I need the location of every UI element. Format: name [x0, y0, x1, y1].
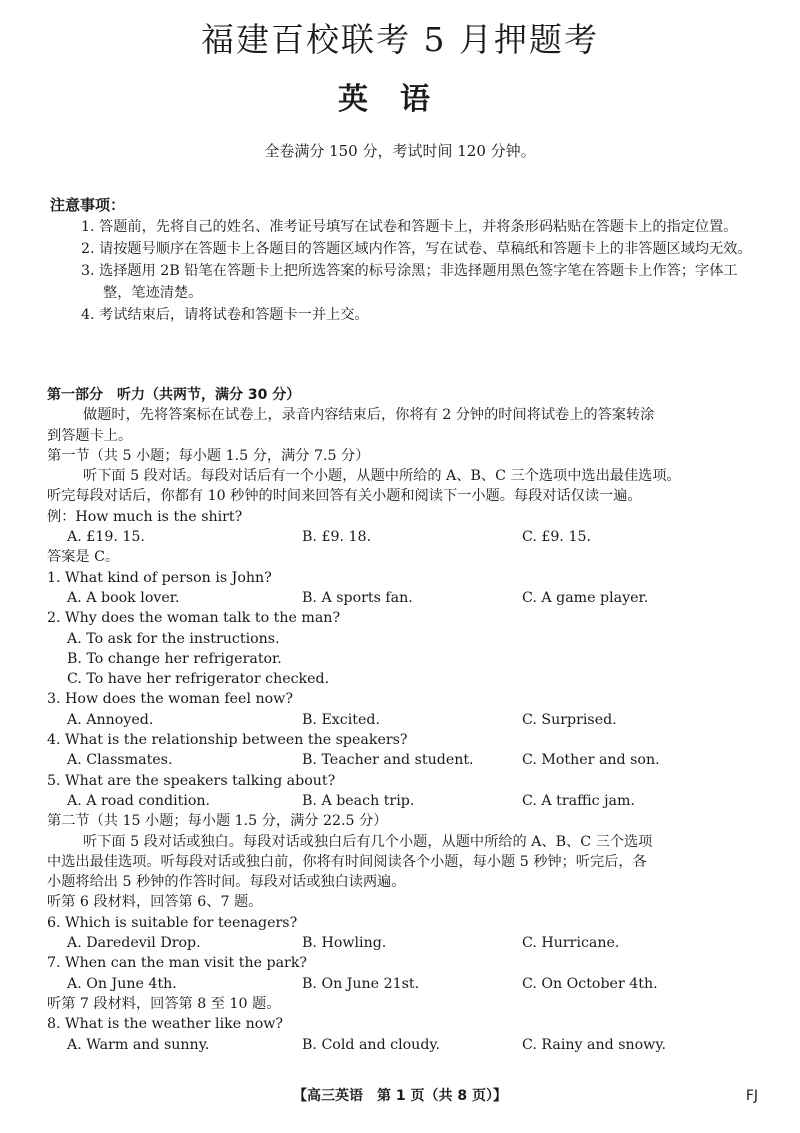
option-c: C. On October 4th.	[522, 975, 658, 992]
question-3-options	[47, 710, 759, 730]
option-a: A. To ask for the instructions.	[67, 630, 280, 647]
question-2: 2. Why does the woman talk to the man?	[47, 610, 341, 627]
option-b: B. Howling.	[302, 935, 387, 952]
notice-list	[81, 216, 761, 326]
notice-item: 3. 选择题用 2B 铅笔在答题卡上把所选答案的标号涂黑；非选择题用黑色签字笔在答题卡上作答；字体工整，笔迹清楚。	[81, 263, 738, 301]
option-a: A. Warm and sunny.	[67, 1036, 210, 1053]
option-c: C. Surprised.	[522, 711, 617, 728]
question-8: 8. What is the weather like now?	[47, 1016, 284, 1033]
material-7-heading: 听第 7 段材料，回答第 8 至 10 题。	[47, 995, 281, 1012]
question-6-options	[47, 933, 759, 953]
option-a: A. On June 4th.	[67, 975, 177, 992]
option-b: B. £9. 18.	[302, 529, 372, 546]
option-c: C. Rainy and snowy.	[522, 1036, 666, 1053]
question-3: 3. How does the woman feel now?	[47, 691, 293, 708]
option-c: C. To have her refrigerator checked.	[67, 671, 330, 688]
question-1: 1. What kind of person is John?	[47, 569, 272, 586]
notice-item: 2. 请按题号顺序在答题卡上各题目的答题区域内作答，写在试卷、草稿纸和答题卡上的非答题区域均无效。	[81, 241, 752, 257]
option-a: A. Classmates.	[67, 752, 173, 769]
notice-heading: 注意事项：	[50, 196, 126, 214]
option-a: A. £19. 15.	[67, 529, 145, 546]
section1-instruction: 听完每段对话后，你都有 10 秒钟的时间来回答有关小题和阅读下一小题。每段对话仅读一遍。	[47, 488, 642, 505]
option-b: B. On June 21st.	[302, 975, 420, 992]
question-5: 5. What are the speakers talking about?	[47, 772, 336, 789]
option-c: C. Hurricane.	[522, 935, 620, 952]
section1-heading: 第一节（共 5 小题；每小题 1.5 分，满分 7.5 分）	[47, 447, 370, 464]
section2-instruction: 听下面 5 段对话或独白。每段对话或独白后有几个小题，从题中所给的 A、B、C 三个选项	[83, 833, 653, 850]
question-4: 4. What is the relationship between the speakers?	[47, 732, 408, 749]
question-1-options	[47, 588, 759, 608]
section2-instruction: 中选出最佳选项。听每段对话或独白前，你将有时间阅读各个小题，每小题 5 秒钟；听完后，各	[47, 853, 647, 870]
subject-title: 英语	[338, 82, 462, 117]
listening-body	[47, 385, 759, 1055]
material-6-heading: 听第 6 段材料，回答第 6、7 题。	[47, 894, 263, 911]
part1-instruction: 做题时，先将答案标在试卷上，录音内容结束后，你将有 2 分钟的时间将试卷上的答案转涂	[83, 407, 655, 424]
option-b: B. A sports fan.	[302, 589, 413, 606]
question-6: 6. Which is suitable for teenagers?	[47, 914, 298, 931]
region-code: FJ	[745, 1088, 758, 1104]
option-a: A. Annoyed.	[67, 711, 154, 728]
option-b: B. A beach trip.	[302, 792, 415, 809]
option-c: C. A traffic jam.	[522, 792, 635, 809]
section2-instruction: 小题将给出 5 秒钟的作答时间。每段对话或独白读两遍。	[47, 874, 406, 891]
section1-instruction: 听下面 5 段对话。每段对话后有一个小题，从题中所给的 A、B、C 三个选项中选出最佳选项。	[83, 468, 681, 485]
option-a: A. A book lover.	[67, 589, 180, 606]
section2-heading: 第二节（共 15 小题；每小题 1.5 分，满分 22.5 分）	[47, 813, 388, 830]
example-answer: 答案是 C。	[47, 549, 120, 566]
notice-item: 4. 考试结束后，请将试卷和答题卡一并上交。	[81, 307, 369, 323]
part1-instruction: 到答题卡上。	[47, 427, 133, 444]
exam-title: 福建百校联考 5 月押题考	[201, 20, 599, 59]
question-7-options	[47, 974, 759, 994]
option-b: B. Cold and cloudy.	[302, 1036, 441, 1053]
question-4-options	[47, 750, 759, 770]
page-footer: 【高三英语 第 1 页（共 8 页）】	[293, 1088, 507, 1104]
part1-heading: 第一部分 听力（共两节，满分 30 分）	[47, 387, 301, 403]
option-a: A. A road condition.	[67, 792, 211, 809]
option-b: B. To change her refrigerator.	[67, 650, 282, 667]
example-options	[47, 527, 759, 547]
option-c: C. £9. 15.	[522, 529, 592, 546]
option-b: B. Teacher and student.	[302, 752, 474, 769]
question-7: 7. When can the man visit the park?	[47, 955, 308, 972]
question-8-options	[47, 1035, 759, 1055]
option-c: C. Mother and son.	[522, 752, 660, 769]
option-a: A. Daredevil Drop.	[67, 935, 201, 952]
question-5-options	[47, 791, 759, 811]
example-question: 例：How much is the shirt?	[47, 508, 243, 525]
option-c: C. A game player.	[522, 589, 649, 606]
score-line: 全卷满分 150 分，考试时间 120 分钟。	[264, 142, 536, 160]
option-b: B. Excited.	[302, 711, 380, 728]
notice-item: 1. 答题前，先将自己的姓名、准考证号填写在试卷和答题卡上，并将条形码粘贴在答题卡上的指定位置。	[81, 219, 738, 235]
